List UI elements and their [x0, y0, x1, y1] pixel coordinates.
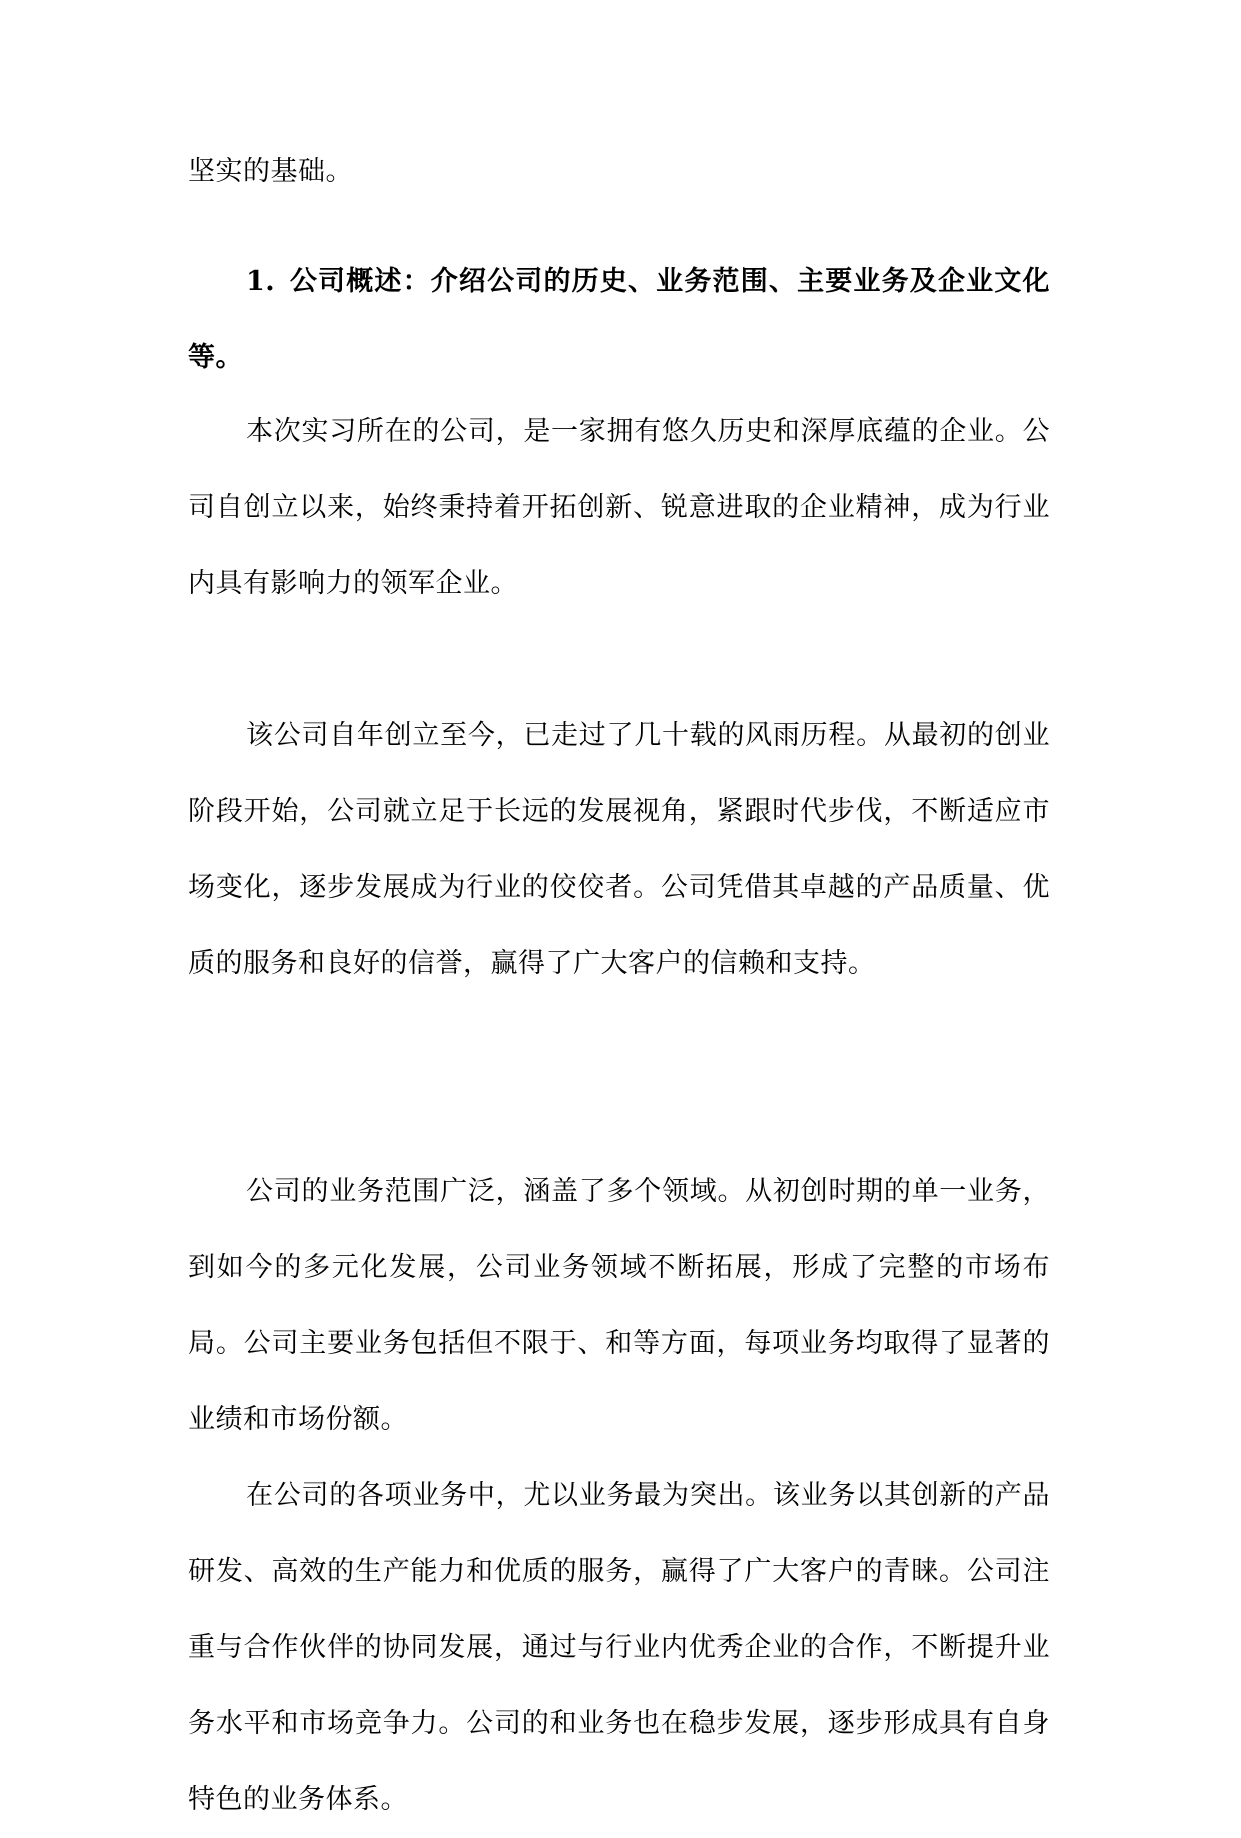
section-heading-text: 公司概述：介绍公司的历史、业务范围、主要业务及企业文化等。	[188, 266, 1050, 373]
paragraph-company-history: 该公司自年创立至今，已走过了几十载的风雨历程。从最初的创业阶段开始，公司就立足于长远的发展视角，紧跟时代步伐，不断适应市场变化，逐步发展成为行业的佼佼者。公司凭借其卓越的产品质量、优质的服务和良好的信誉，赢得了广大客户的信赖和支持。	[188, 720, 1050, 979]
paragraph-main-business: 在公司的各项业务中，尤以业务最为突出。该业务以其创新的产品研发、高效的生产能力和优质的服务，赢得了广大客户的青睐。公司注重与合作伙伴的协同发展，通过与行业内优秀企业的合作，不断提升业务水平和市场竞争力。公司的和业务也在稳步发展，逐步形成具有自身特色的业务体系。	[188, 1480, 1050, 1815]
paragraph-business-scope: 公司的业务范围广泛，涵盖了多个领域。从初创时期的单一业务，到如今的多元化发展，公司业务领域不断拓展，形成了完整的市场布局。公司主要业务包括但不限于、和等方面，每项业务均取得了显著的业绩和市场份额。	[188, 1176, 1050, 1435]
section-heading-number: 1.	[246, 266, 276, 297]
section-heading	[188, 244, 1050, 396]
paragraph-company-intro: 本次实习所在的公司，是一家拥有悠久历史和深厚底蕴的企业。公司自创立以来，始终秉持着开拓创新、锐意进取的企业精神，成为行业内具有影响力的领军企业。	[188, 416, 1050, 599]
continuation-text: 坚实的基础。	[188, 156, 353, 187]
